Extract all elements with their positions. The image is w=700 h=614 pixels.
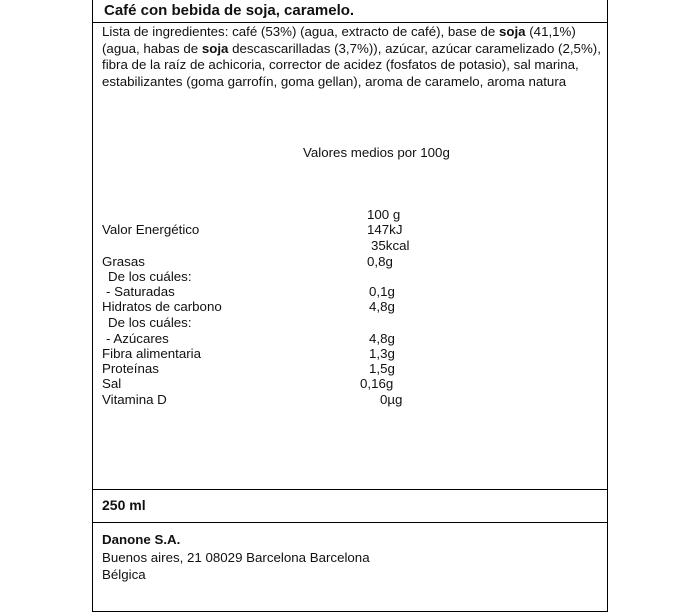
nutrient-label: Valor Energético xyxy=(102,222,200,237)
nutrient-value: 1,5g xyxy=(369,361,395,376)
company-address: Buenos aires, 21 08029 Barcelona Barcelona xyxy=(102,550,370,565)
nutrient-value: 0,16g xyxy=(360,376,394,391)
ingredients-part: Lista de ingredientes: café (53%) (agua, extracto de café), base de xyxy=(102,24,499,39)
net-content: 250 ml xyxy=(102,497,146,513)
nutrient-value: 0,1g xyxy=(369,284,395,299)
nutrient-label: Proteínas xyxy=(102,361,159,376)
nutrition-column-header: 100 g xyxy=(367,207,401,222)
nutrient-label: Hidratos de carbono xyxy=(102,299,222,314)
nutrient-label: Grasas xyxy=(102,254,145,269)
product-title: Café con bebida de soja, caramelo. xyxy=(104,2,355,19)
nutrient-value: 147kJ xyxy=(367,222,403,237)
nutrient-value: 0µg xyxy=(380,392,403,407)
nutrient-value: 0,8g xyxy=(367,254,393,269)
ingredients-allergen: soja xyxy=(201,40,229,56)
nutrient-label: - Azúcares xyxy=(106,331,169,346)
ingredients-allergen: soja xyxy=(498,24,526,39)
company-divider xyxy=(92,522,608,523)
nutrient-label: De los cuáles: xyxy=(108,269,192,284)
ingredients-list xyxy=(102,24,602,91)
ingredients-part: (41,1%) (agua, habas de xyxy=(102,24,576,56)
nutrient-label: Sal xyxy=(102,376,122,391)
net-content-divider xyxy=(92,489,608,490)
company-country: Bélgica xyxy=(102,567,146,582)
title-divider xyxy=(92,22,608,23)
nutrient-value: 1,3g xyxy=(369,346,395,361)
nutrient-label: De los cuáles: xyxy=(108,315,192,330)
company-name: Danone S.A. xyxy=(102,532,181,547)
nutrient-label: Vitamina D xyxy=(102,392,167,407)
ingredients-part: descascarilladas (3,7%)), azúcar, azúcar caramelizado (2,5%), fibra de la raíz de achicoria, corrector de acidez (fosfatos de potasio), sal marina, estabilizantes (goma garrofín, goma gellan), aroma de caramelo, aroma natura xyxy=(102,40,601,90)
nutrient-value: 4,8g xyxy=(369,299,395,314)
nutrition-heading: Valores medios por 100g xyxy=(303,145,450,160)
nutrient-label: - Saturadas xyxy=(106,284,175,299)
nutrient-value: 4,8g xyxy=(369,331,395,346)
nutrient-value: 35kcal xyxy=(371,238,410,253)
nutrient-label: Fibra alimentaria xyxy=(102,346,202,361)
